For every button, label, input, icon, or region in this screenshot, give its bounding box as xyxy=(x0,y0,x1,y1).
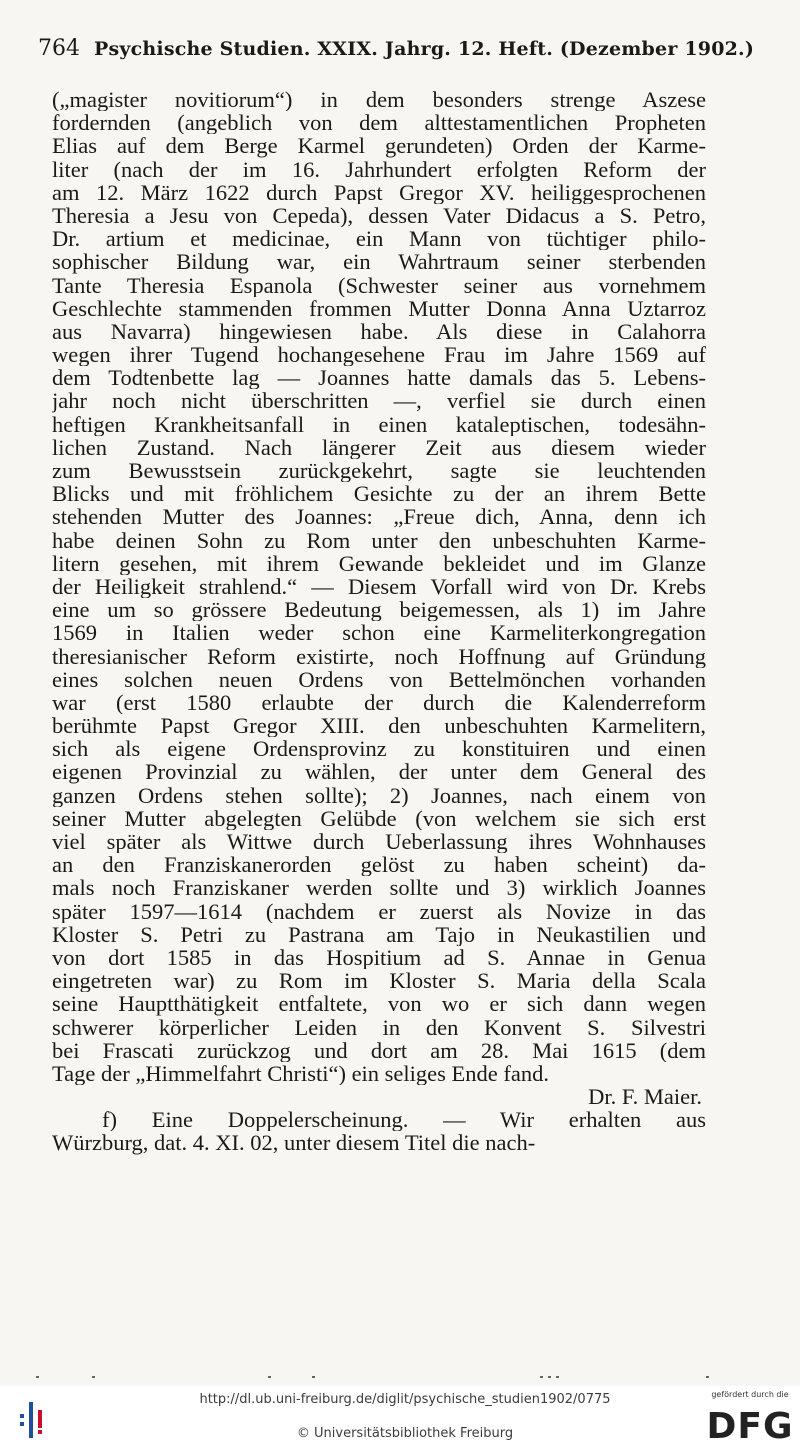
text-line: zum Bewusstsein zurückgekehrt, sagte sie leuchtenden xyxy=(52,459,706,483)
text-line: („magister novitiorum“) in dem besonders strenge Aszese xyxy=(52,88,706,112)
dfg-caption: gefördert durch die xyxy=(711,1390,789,1399)
text-line: Würzburg, dat. 4. XI. 02, unter diesem Titel die nach- xyxy=(52,1131,536,1155)
text-line: eines solchen neuen Ordens von Bettelmönchen vorhanden xyxy=(52,667,706,691)
text-line: berühmte Papst Gregor XIII. den unbeschuhten Karmelitern, xyxy=(52,714,706,738)
text-line: seine Hauptthätigkeit entfaltete, von wo er sich dann wegen xyxy=(52,992,706,1016)
permalink-url[interactable]: http://dl.ub.uni-freiburg.de/diglit/psychische_studien1902/0775 xyxy=(199,1392,611,1407)
copyright-notice: © Universitätsbibliothek Freiburg xyxy=(296,1426,514,1441)
text-line: heftigen Krankheitsanfall in einen kataleptischen, todesähn- xyxy=(52,412,706,436)
dfg-logo-icon xyxy=(704,1400,796,1446)
text-line: ganzen Ordens stehen sollte); 2) Joannes, nach einem von xyxy=(52,783,706,807)
text-line: seiner Mutter abgelegten Gelübde (von welchem sie sich erst xyxy=(52,806,706,830)
university-library-logo-icon xyxy=(18,1400,44,1440)
text-line: lichen Zustand. Nach längerer Zeit aus diesem wieder xyxy=(52,435,706,459)
text-line: eingetreten war) zu Rom im Kloster S. Maria della Scala xyxy=(52,969,706,993)
text-line: habe deinen Sohn zu Rom unter den unbeschuhten Karme- xyxy=(52,528,706,552)
text-line: 1569 in Italien weder schon eine Karmeliterkongregation xyxy=(52,621,706,645)
running-header xyxy=(38,36,755,70)
text-line: sophischer Bildung war, ein Wahrtraum seiner sterbenden xyxy=(52,250,706,274)
author-signature: Dr. F. Maier. xyxy=(588,1085,702,1109)
text-line: Tage der „Himmelfahrt Christi“) ein seliges Ende fand. xyxy=(52,1061,549,1086)
text-line: viel später als Wittwe durch Ueberlassung ihres Wohnhauses xyxy=(52,830,706,854)
text-line: sich als eigene Ordensprovinz zu konstituiren und einen xyxy=(52,737,706,761)
text-line: wegen ihrer Tugend hochangesehene Frau im Jahre 1569 auf xyxy=(52,343,706,367)
text-line: am 12. März 1622 durch Papst Gregor XV. heiliggesprochenen xyxy=(52,180,706,204)
text-line: Elias auf dem Berge Karmel gerundeten) Orden der Karme- xyxy=(52,134,706,158)
text-line: der Heiligkeit strahlend.“ — Diesem Vorfall wird von Dr. Krebs xyxy=(52,574,706,599)
scan-artifact-dots xyxy=(0,1376,800,1380)
text-line: mals noch Franziskaner werden sollte und 3) wirklich Joannes xyxy=(52,876,706,900)
body-text xyxy=(52,88,706,1244)
running-title: Psychische Studien. XXIX. Jahrg. 12. Heft. (Dezember 1902.) xyxy=(94,38,755,60)
text-line: an den Franziskanerorden gelöst zu haben scheint) da- xyxy=(52,853,706,877)
text-line: Dr. artium et medicinae, ein Mann von tüchtiger philo- xyxy=(52,227,706,251)
text-line: war (erst 1580 erlaubte der durch die Kalenderreform xyxy=(52,690,706,715)
text-line: später 1597—1614 (nachdem er zuerst als Novize in das xyxy=(52,899,706,923)
text-line: theresianischer Reform existirte, noch Hoffnung auf Gründung xyxy=(52,644,706,668)
page-number: 764 xyxy=(38,36,80,61)
text-line: stehenden Mutter des Joannes: „Freue dich, Anna, denn ich xyxy=(52,505,706,529)
text-line: aus Navarra) hingewiesen habe. Als diese in Calahorra xyxy=(52,319,706,344)
dfg-funding-badge xyxy=(704,1390,796,1448)
text-line: schwerer körperlicher Leiden in den Konvent S. Silvestri xyxy=(52,1015,706,1039)
text-line: von dort 1585 in das Hospitium ad S. Annae in Genua xyxy=(52,945,706,970)
dfg-logo-text: DFG xyxy=(706,1406,794,1446)
text-line: Geschlechte stammenden frommen Mutter Donna Anna Uztarroz xyxy=(52,296,706,320)
text-line: Theresia a Jesu von Cepeda), dessen Vater Didacus a S. Petro, xyxy=(52,203,706,228)
text-line: Blicks und mit fröhlichem Gesichte zu der an ihrem Bette xyxy=(52,482,706,506)
text-line: Kloster S. Petri zu Pastrana am Tajo in Neukastilien und xyxy=(52,922,706,946)
text-line: eigenen Provinzial zu wählen, der unter dem General des xyxy=(52,760,706,784)
text-line: liter (nach der im 16. Jahrhundert erfolgten Reform der xyxy=(52,157,706,181)
text-line: litern gesehen, mit ihrem Gewande bekleidet und im Glanze xyxy=(52,551,706,575)
text-line: jahr noch nicht überschritten —, verfiel sie durch einen xyxy=(52,389,706,413)
text-line: dem Todtenbette lag — Joannes hatte damals das 5. Lebens- xyxy=(52,366,706,390)
text-line: fordernden (angeblich von dem alttestamentlichen Propheten xyxy=(52,111,706,135)
section-heading-line: f) Eine Doppelerscheinung. — Wir erhalten aus xyxy=(102,1108,706,1132)
text-line: bei Frascati zurückzog und dort am 28. Mai 1615 (dem xyxy=(52,1038,706,1062)
library-footer xyxy=(0,1386,800,1450)
text-line: Tante Theresia Espanola (Schwester seiner aus vornehmem xyxy=(52,273,706,297)
text-line: eine um so grössere Bedeutung beigemessen, als 1) im Jahre xyxy=(52,598,706,622)
